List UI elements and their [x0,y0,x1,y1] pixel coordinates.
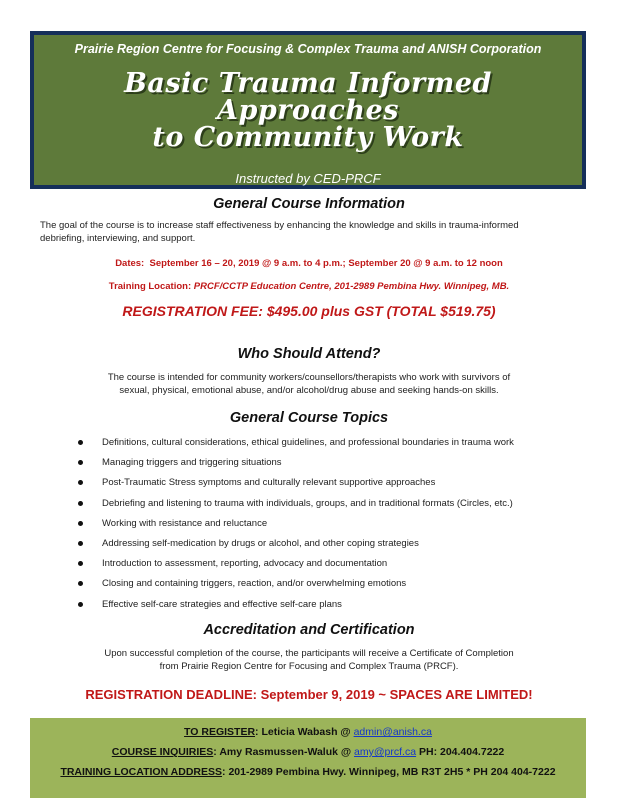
topic-item [102,558,582,578]
address-line [30,762,586,782]
bullet-icon [78,440,83,445]
bullet-icon [78,561,83,566]
course-title-line1: Basic Trauma Informed Approaches [124,68,492,126]
goal-line1: The goal of the course is to increase staff effectiveness by enhancing the knowledge and skills in trauma-informed [40,220,519,231]
topic-item [102,518,582,538]
address-value: : 201-2989 Pembina Hwy. Winnipeg, MB R3T 2H5 * PH 204 404-7222 [222,766,556,778]
address-label: TRAINING LOCATION ADDRESS [60,766,223,778]
bullet-icon [78,521,83,526]
register-email-link[interactable]: admin@anish.ca [353,726,432,738]
topic-text: Post-Traumatic Stress symptoms and culturally relevant supportive approaches [102,477,436,489]
inquiries-email-link[interactable]: amy@prcf.ca [354,746,417,758]
attend-line1: The course is intended for community workers/counsellors/therapists who work with survivors of [107,372,511,383]
registration-deadline: REGISTRATION DEADLINE: September 9, 2019 ~ SPACES ARE LIMITED! [85,687,533,702]
topic-item [102,599,582,619]
topic-item [102,538,582,558]
topic-text: Debriefing and listening to trauma with individuals, groups, and in traditional formats (Circles, etc.) [102,497,513,509]
bullet-icon [78,581,83,586]
accreditation-line2: from Prairie Region Centre for Focusing and Complex Trauma (PRCF). [159,660,459,672]
goal-line2: debriefing, interviewing, and support. [40,232,196,244]
topic-text: Definitions, cultural considerations, ethical guidelines, and professional boundaries in trauma work [102,437,514,448]
instructor-line: Instructed by CED-PRCF [235,171,381,186]
topic-text: Introduction to assessment, reporting, advocacy and documentation [102,558,388,570]
bullet-icon [78,460,83,465]
inquiries-name: : Amy Rasmussen-Waluk @ [213,746,355,758]
dates-value: September 16 – 20, 2019 @ 9 a.m. to 4 p.m.; September 20 @ 9 a.m. to 12 noon [149,258,503,269]
register-name: : Leticia Wabash @ [255,726,354,738]
accreditation-heading: Accreditation and Certification [203,622,415,638]
header-banner [30,31,586,189]
topic-item [102,437,582,457]
inquiries-phone: PH: 204.404.7222 [416,746,505,758]
attend-text [0,372,618,397]
bullet-icon [78,501,83,506]
inquiries-line [30,742,586,762]
dates-label: Dates: [115,258,145,269]
topic-item [102,498,582,518]
general-info-heading: General Course Information [213,196,405,212]
bullet-icon [78,480,83,485]
location-label: Training Location: [108,281,192,292]
course-title-line2: to Community Work [152,122,464,153]
inquiries-label: COURSE INQUIRIES [111,746,214,758]
contact-footer [30,718,586,798]
goal-text [40,220,600,245]
accreditation-line1: Upon successful completion of the course, the participants will receive a Certificate of Completion [104,648,514,659]
bullet-icon [78,602,83,607]
bullet-icon [78,541,83,546]
attend-line2: sexual, physical, emotional abuse, and/or alcohol/drug abuse and seeking hands-on skills. [119,384,499,396]
topic-item [102,457,582,477]
course-topics-list [102,437,582,619]
location-line [0,281,618,294]
topic-text: Addressing self-medication by drugs or alcohol, and other coping strategies [102,537,419,549]
topic-item [102,578,582,598]
topic-text: Closing and containing triggers, reaction, and/or overwhelming emotions [102,578,407,590]
course-topics-heading: General Course Topics [229,410,389,426]
topic-text: Working with resistance and reluctance [102,517,268,529]
accreditation-text [0,648,618,673]
register-line [30,722,586,742]
topic-item [102,477,582,497]
dates-line [0,258,618,271]
topic-text: Effective self-care strategies and effective self-care plans [102,598,342,610]
course-title [34,70,582,151]
register-label: TO REGISTER [184,726,256,738]
organization-name: Prairie Region Centre for Focusing & Complex Trauma and ANISH Corporation [74,42,542,56]
topic-text: Managing triggers and triggering situations [102,457,282,469]
who-should-attend-heading: Who Should Attend? [237,346,381,362]
location-value: PRCF/CCTP Education Centre, 201-2989 Pembina Hwy. Winnipeg, MB. [193,281,510,292]
registration-fee: REGISTRATION FEE: $495.00 plus GST (TOTAL $519.75) [122,303,496,319]
